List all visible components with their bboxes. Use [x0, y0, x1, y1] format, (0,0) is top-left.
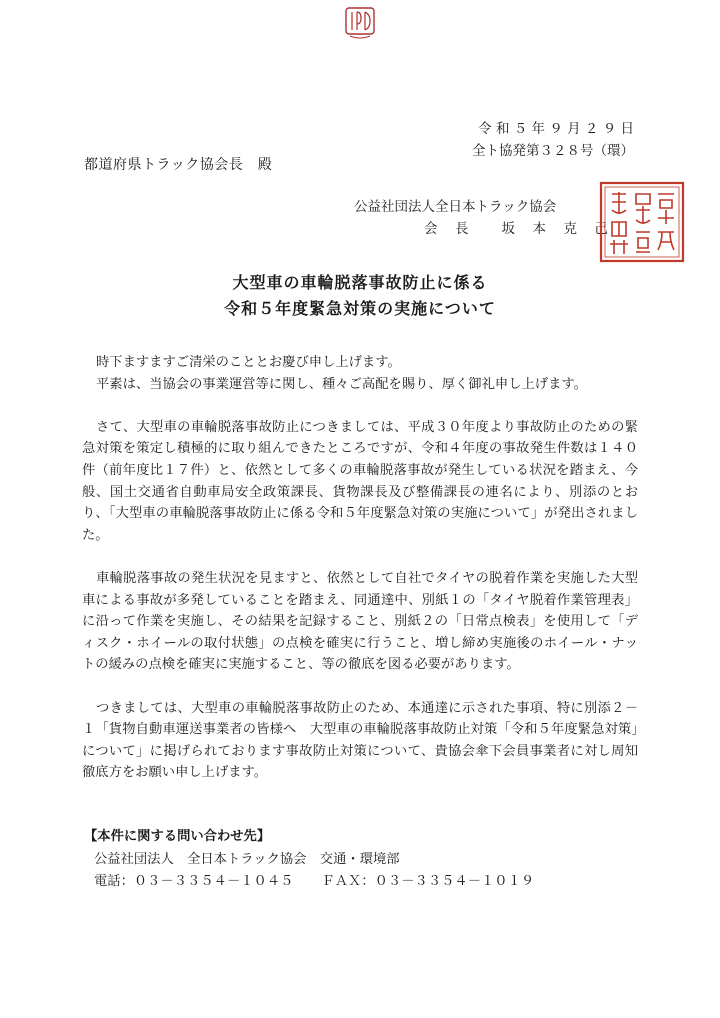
greeting-paragraph-2: 平素は、当協会の事業運営等に関し、種々ご高配を賜り、厚く御礼申し上げます。	[96, 376, 587, 392]
contact-block	[84, 826, 534, 894]
body-paragraph-request: つきましては、大型車の車輪脱落事故防止のため、本通達に示された事項、特に別添２－１「貨物自動車運送事業者の皆様へ 大型車の車輪脱落事故防止対策「令和５年度緊急対策」について」に掲げられております事故防止対策について、貴協会傘下会員事業者に対し周知徹底方をお願い申し上げます。	[82, 700, 638, 781]
greeting-paragraph-1: 時下ますますご清栄のこととお慶び申し上げます。	[96, 355, 401, 370]
title-line-1: 大型車の車輪脱落事故防止に係る	[232, 273, 488, 292]
contact-numbers	[84, 871, 534, 894]
document-title	[0, 270, 720, 322]
official-seal-icon	[598, 180, 686, 264]
document-date: 令 和 ５ 年 ９ 月 ２ ９ 日	[478, 121, 634, 137]
contact-fax: ＦＡＸ：０３－３３５４－１０１９	[321, 874, 535, 889]
document-body	[82, 352, 638, 805]
body-paragraph-background: さて、大型車の車輪脱落事故防止につきましては、平成３０年度より事故防止のための緊急対策を策定し積極的に取り組んできたところですが、令和４年度の事故発生件数は１４０件（前年度比１７件）と、依然として多くの車輪脱落事故が発生している状況を踏まえ、今般、国土交通省自動車局安全政策課長、貨物課長及び整備課長の連名により、別添のとおり、「大型車の車輪脱落事故防止に係る令和５年度緊急対策の実施について」が発出されました。	[82, 419, 638, 543]
stamp-mark-icon	[344, 6, 376, 40]
contact-heading: 【本件に関する問い合わせ先】	[84, 829, 271, 844]
title-line-2: 令和５年度緊急対策の実施について	[224, 299, 496, 318]
sender-block	[354, 196, 610, 240]
sender-organization: 公益社団法人全日本トラック協会	[354, 199, 557, 215]
date-block	[472, 118, 634, 162]
body-paragraph-measures: 車輪脱落事故の発生状況を見ますと、依然として自社でタイヤの脱着作業を実施した大型車による事故が多発していることを踏まえ、同通達中、別紙１の「タイヤ脱着作業管理表」に沿って作業を実施し、その結果を記録すること、別紙２の「日常点検表」を使用して「ディスク・ホイールの取付状態」の点検を確実に行うこと、増し締め実施後のホイール・ナットの緩みの点検を確実に実施すること、等の徹底を図る必要があります。	[82, 570, 638, 673]
contact-phone: 電話：０３－３３５４－１０４５	[94, 874, 294, 889]
addressee: 都道府県トラック協会長 殿	[84, 157, 273, 173]
contact-department: 公益社団法人 全日本トラック協会 交通・環境部	[94, 851, 400, 867]
document-number: 全ト協発第３２８号（環）	[472, 143, 634, 159]
sender-name: 会 長 坂 本 克 己	[424, 221, 610, 237]
